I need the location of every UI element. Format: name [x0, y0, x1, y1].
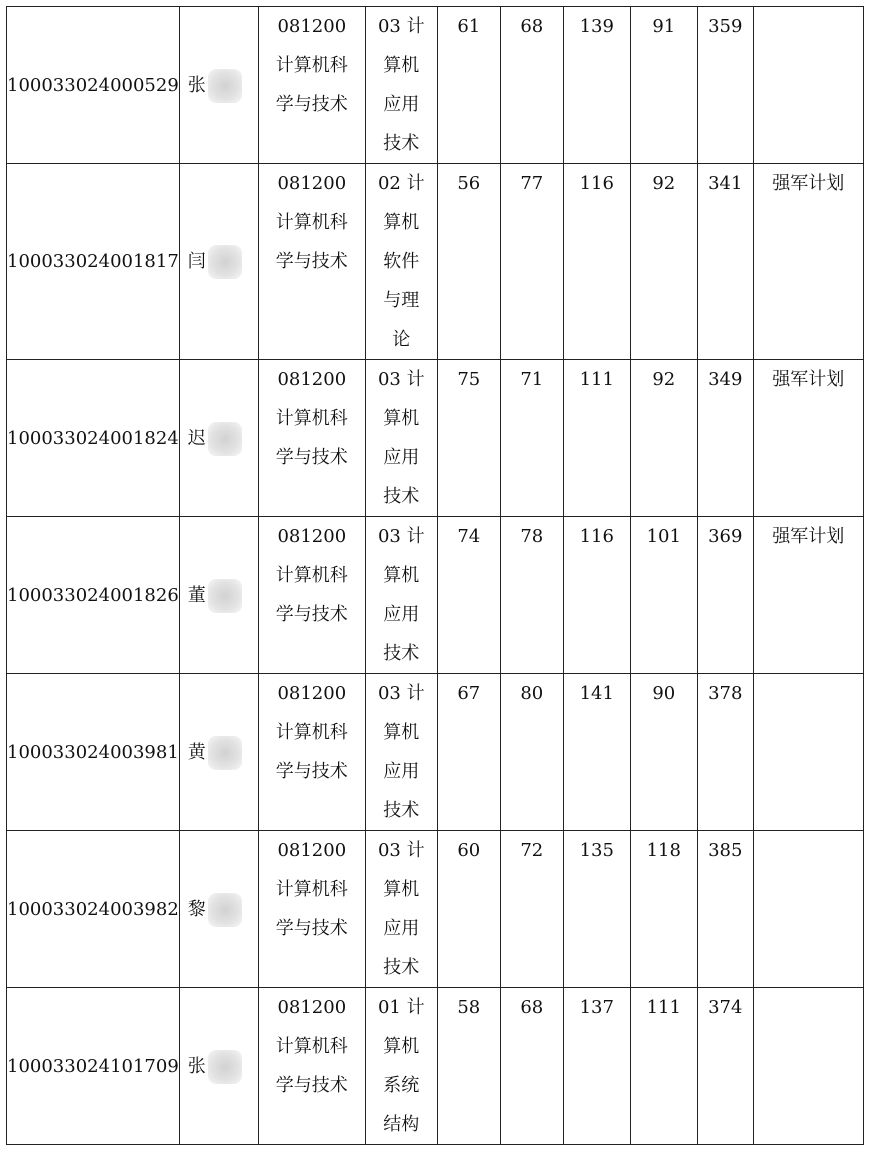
major-cell	[258, 7, 365, 164]
note-cell	[753, 674, 863, 831]
score4-cell: 118	[630, 831, 697, 988]
name-visible-char: 黄	[187, 741, 206, 763]
total-score-cell: 374	[697, 988, 753, 1145]
major-cell	[258, 164, 365, 360]
name-visible-char: 张	[187, 74, 206, 96]
candidate-id-cell: 100033024003982	[7, 831, 180, 988]
direction-cell	[365, 7, 437, 164]
score2-cell: 71	[500, 360, 563, 517]
score3-cell: 141	[563, 674, 630, 831]
candidate-name-cell	[179, 674, 258, 831]
direction-text: 03 计 算机 应用 技术	[377, 683, 425, 821]
note-cell: 强军计划	[753, 517, 863, 674]
score1-cell: 75	[437, 360, 500, 517]
candidate-name-cell	[179, 517, 258, 674]
major-text: 081200 计算机科 学与技术	[275, 369, 348, 468]
direction-cell	[365, 988, 437, 1145]
score4-cell: 101	[630, 517, 697, 674]
candidate-name-cell	[179, 7, 258, 164]
candidate-id-cell: 100033024001824	[7, 360, 180, 517]
score1-cell: 67	[437, 674, 500, 831]
major-cell	[258, 988, 365, 1145]
major-text: 081200 计算机科 学与技术	[275, 16, 348, 115]
name-blur-mask	[208, 1050, 242, 1084]
score3-cell: 111	[563, 360, 630, 517]
score3-cell: 139	[563, 7, 630, 164]
name-blur-mask	[208, 736, 242, 770]
table-row	[7, 7, 864, 164]
note-cell	[753, 988, 863, 1145]
score2-cell: 72	[500, 831, 563, 988]
score4-cell: 92	[630, 164, 697, 360]
name-blur-mask	[208, 893, 242, 927]
candidate-name-cell	[179, 831, 258, 988]
note-cell: 强军计划	[753, 164, 863, 360]
major-text: 081200 计算机科 学与技术	[275, 173, 348, 272]
name-visible-char: 董	[187, 584, 206, 606]
score3-cell: 135	[563, 831, 630, 988]
score2-cell: 77	[500, 164, 563, 360]
score4-cell: 90	[630, 674, 697, 831]
major-text: 081200 计算机科 学与技术	[275, 997, 348, 1096]
admission-score-table	[6, 6, 864, 1145]
score4-cell: 92	[630, 360, 697, 517]
direction-cell	[365, 517, 437, 674]
score1-cell: 74	[437, 517, 500, 674]
name-blur-mask	[208, 69, 242, 103]
direction-cell	[365, 164, 437, 360]
major-text: 081200 计算机科 学与技术	[275, 683, 348, 782]
major-cell	[258, 831, 365, 988]
score2-cell: 80	[500, 674, 563, 831]
name-blur-mask	[208, 579, 242, 613]
score4-cell: 91	[630, 7, 697, 164]
candidate-id-cell: 100033024003981	[7, 674, 180, 831]
score1-cell: 60	[437, 831, 500, 988]
total-score-cell: 359	[697, 7, 753, 164]
score4-cell: 111	[630, 988, 697, 1145]
note-cell: 强军计划	[753, 360, 863, 517]
direction-cell	[365, 831, 437, 988]
major-text: 081200 计算机科 学与技术	[275, 526, 348, 625]
direction-cell	[365, 360, 437, 517]
table-row	[7, 164, 864, 360]
score1-cell: 56	[437, 164, 500, 360]
direction-text: 03 计 算机 应用 技术	[377, 369, 425, 507]
score3-cell: 116	[563, 164, 630, 360]
score2-cell: 68	[500, 7, 563, 164]
name-blur-mask	[208, 245, 242, 279]
table-row	[7, 988, 864, 1145]
name-visible-char: 闫	[187, 251, 206, 272]
direction-text: 01 计 算机 系统 结构	[377, 997, 425, 1135]
candidate-id-cell: 100033024101709	[7, 988, 180, 1145]
score3-cell: 137	[563, 988, 630, 1145]
major-cell	[258, 674, 365, 831]
name-visible-char: 黎	[187, 898, 206, 920]
score1-cell: 61	[437, 7, 500, 164]
score1-cell: 58	[437, 988, 500, 1145]
table-row	[7, 674, 864, 831]
candidate-name-cell	[179, 164, 258, 360]
score3-cell: 116	[563, 517, 630, 674]
direction-text: 03 计 算机 应用 技术	[377, 840, 425, 978]
total-score-cell: 369	[697, 517, 753, 674]
direction-text: 03 计 算机 应用 技术	[377, 526, 425, 664]
candidate-name-cell	[179, 988, 258, 1145]
score2-cell: 78	[500, 517, 563, 674]
table-body	[7, 7, 864, 1145]
major-text: 081200 计算机科 学与技术	[275, 840, 348, 939]
score2-cell: 68	[500, 988, 563, 1145]
total-score-cell: 385	[697, 831, 753, 988]
total-score-cell: 341	[697, 164, 753, 360]
note-cell	[753, 831, 863, 988]
total-score-cell: 378	[697, 674, 753, 831]
direction-text: 02 计 算机 软件 与理 论	[377, 173, 425, 350]
candidate-id-cell: 100033024001826	[7, 517, 180, 674]
note-cell	[753, 7, 863, 164]
table-row	[7, 831, 864, 988]
direction-text: 03 计 算机 应用 技术	[377, 16, 425, 154]
candidate-id-cell: 100033024000529	[7, 7, 180, 164]
name-visible-char: 张	[187, 1055, 206, 1077]
table-row	[7, 360, 864, 517]
candidate-id-cell: 100033024001817	[7, 164, 180, 360]
direction-cell	[365, 674, 437, 831]
name-visible-char: 迟	[187, 427, 206, 449]
major-cell	[258, 517, 365, 674]
major-cell	[258, 360, 365, 517]
total-score-cell: 349	[697, 360, 753, 517]
name-blur-mask	[208, 422, 242, 456]
table-row	[7, 517, 864, 674]
candidate-name-cell	[179, 360, 258, 517]
